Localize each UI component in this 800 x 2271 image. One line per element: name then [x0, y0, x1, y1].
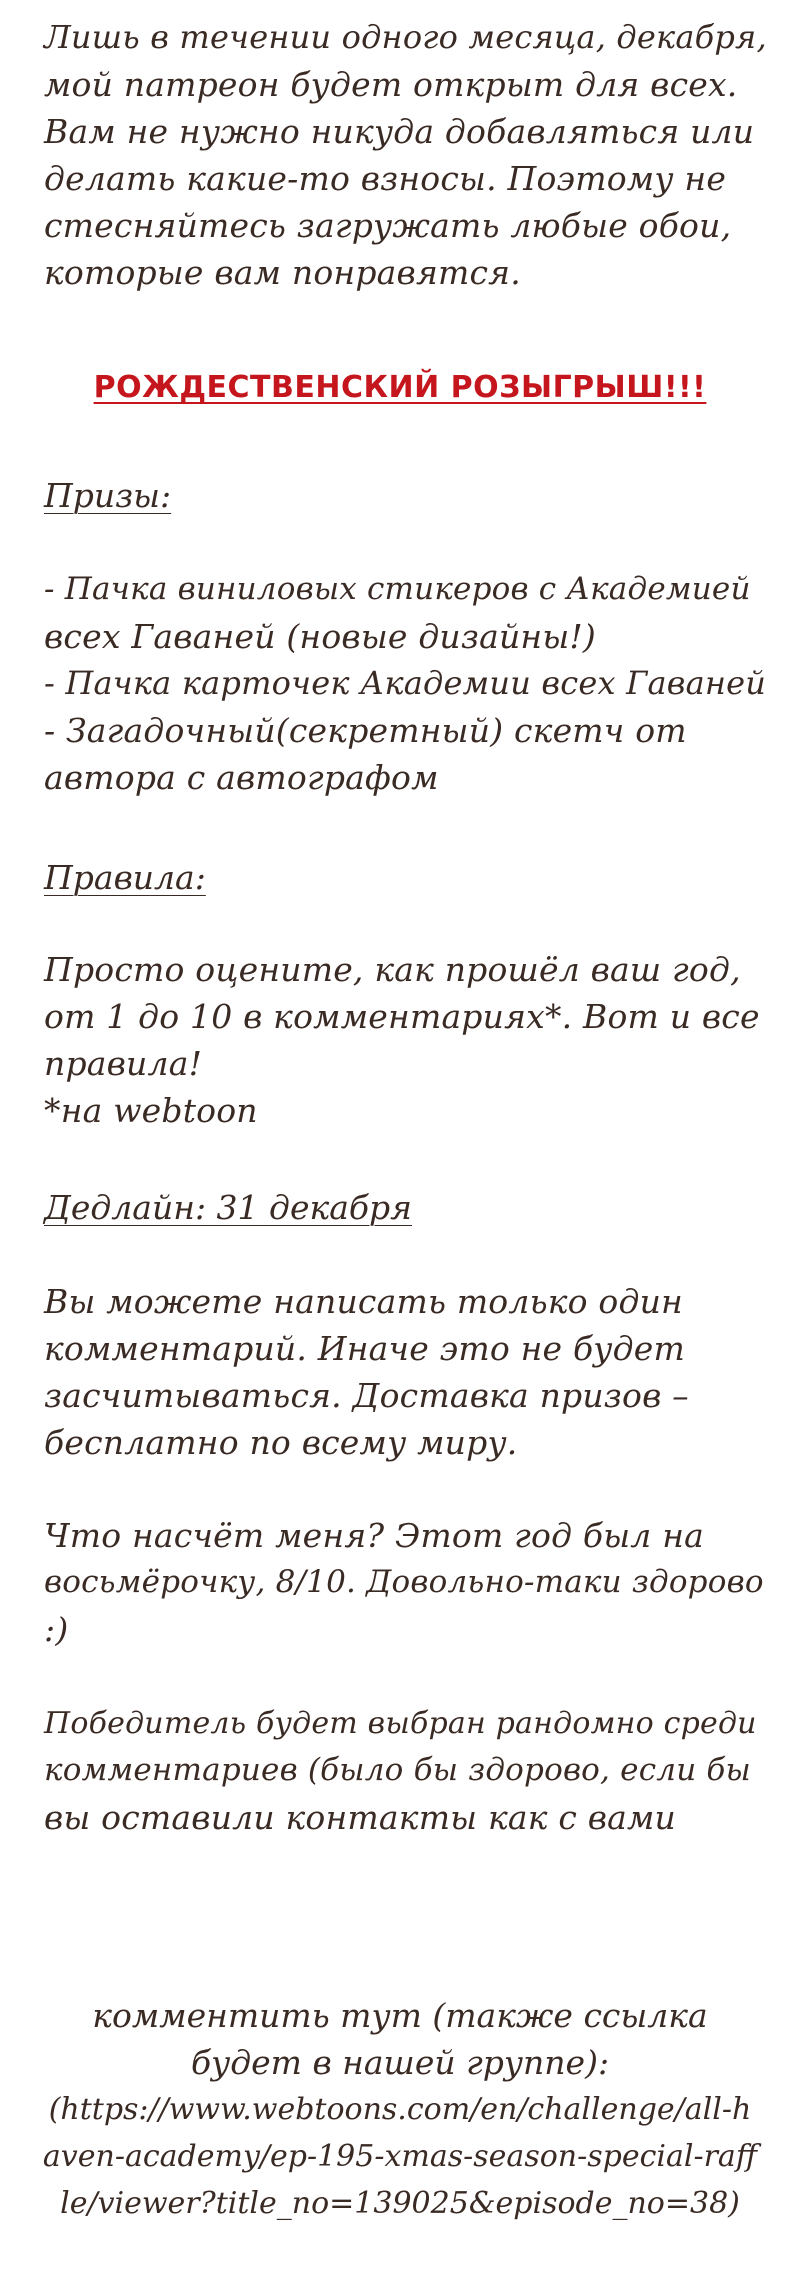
- winner-line: комментариев (было бы здорово, если бы: [44, 1752, 751, 1788]
- about-me-line: Что насчёт меня? Этот год был на: [44, 1516, 705, 1555]
- raffle-title: РОЖДЕСТВЕНСКИЙ РОЗЫГРЫШ!!!: [93, 370, 707, 405]
- about-me-line: :): [44, 1610, 69, 1649]
- note-line: бесплатно по всему миру.: [44, 1423, 518, 1462]
- comment-link-line: будет в нашей группе):: [190, 2043, 610, 2082]
- comment-link-line: комментить тут (также ссылка: [92, 1996, 708, 2035]
- prize-line: - Пачка карточек Академии всех Гаваней: [44, 664, 767, 702]
- rules-line: правила!: [44, 1044, 203, 1083]
- prizes-list: [44, 566, 768, 801]
- about-me-line: восьмёрочку, 8/10. Довольно-таки здорово: [44, 1564, 764, 1600]
- winner-paragraph: [44, 1700, 768, 1841]
- intro-line: Лишь в течении одного месяца, декабря,: [44, 18, 767, 56]
- intro-line: делать какие-то взносы. Поэтому не: [44, 159, 727, 198]
- rules-line: Просто оцените, как прошёл ваш год,: [44, 950, 741, 989]
- comment-link-url[interactable]: le/viewer?title_no=139025&episode_no=38): [60, 2186, 740, 2221]
- intro-paragraph: [44, 14, 768, 296]
- deadline-heading: Дедлайн: 31 декабря: [44, 1188, 412, 1227]
- note-line: засчитываться. Доставка призов –: [44, 1376, 689, 1415]
- note-line: комментарий. Иначе это не будет: [44, 1329, 685, 1368]
- comment-link-block: [0, 1992, 800, 2227]
- note-paragraph: [44, 1278, 768, 1466]
- intro-line: стесняйтесь загружать любые обои,: [44, 206, 732, 245]
- prize-line: - Пачка виниловых стикеров с Академией: [44, 571, 751, 607]
- prize-line: автора с автографом: [44, 758, 439, 797]
- intro-line: Вам не нужно никуда добавляться или: [44, 112, 755, 151]
- winner-line: Победитель будет выбран рандомно среди: [44, 1706, 757, 1741]
- rules-line: от 1 до 10 в комментариях*. Вот и все: [44, 997, 760, 1036]
- rules-line: *на webtoon: [44, 1091, 258, 1130]
- intro-line: мой патреон будет открыт для всех.: [44, 65, 738, 104]
- rules-heading: Правила:: [44, 858, 206, 897]
- about-me-paragraph: [44, 1512, 768, 1653]
- rules-paragraph: [44, 946, 768, 1134]
- prize-line: - Загадочный(секретный) скетч от: [44, 711, 687, 750]
- intro-line: которые вам понравятся.: [44, 253, 521, 292]
- winner-line: вы оставили контакты как с вами: [44, 1798, 676, 1837]
- note-line: Вы можете написать только один: [44, 1282, 683, 1321]
- prizes-heading: Призы:: [44, 476, 172, 515]
- comment-link-url[interactable]: aven-academy/ep-195-xmas-season-special-raff: [42, 2139, 758, 2174]
- comment-link-url[interactable]: (https://www.webtoons.com/en/challenge/all-h: [48, 2092, 752, 2127]
- prize-line: всех Гаваней (новые дизайны!): [44, 617, 596, 656]
